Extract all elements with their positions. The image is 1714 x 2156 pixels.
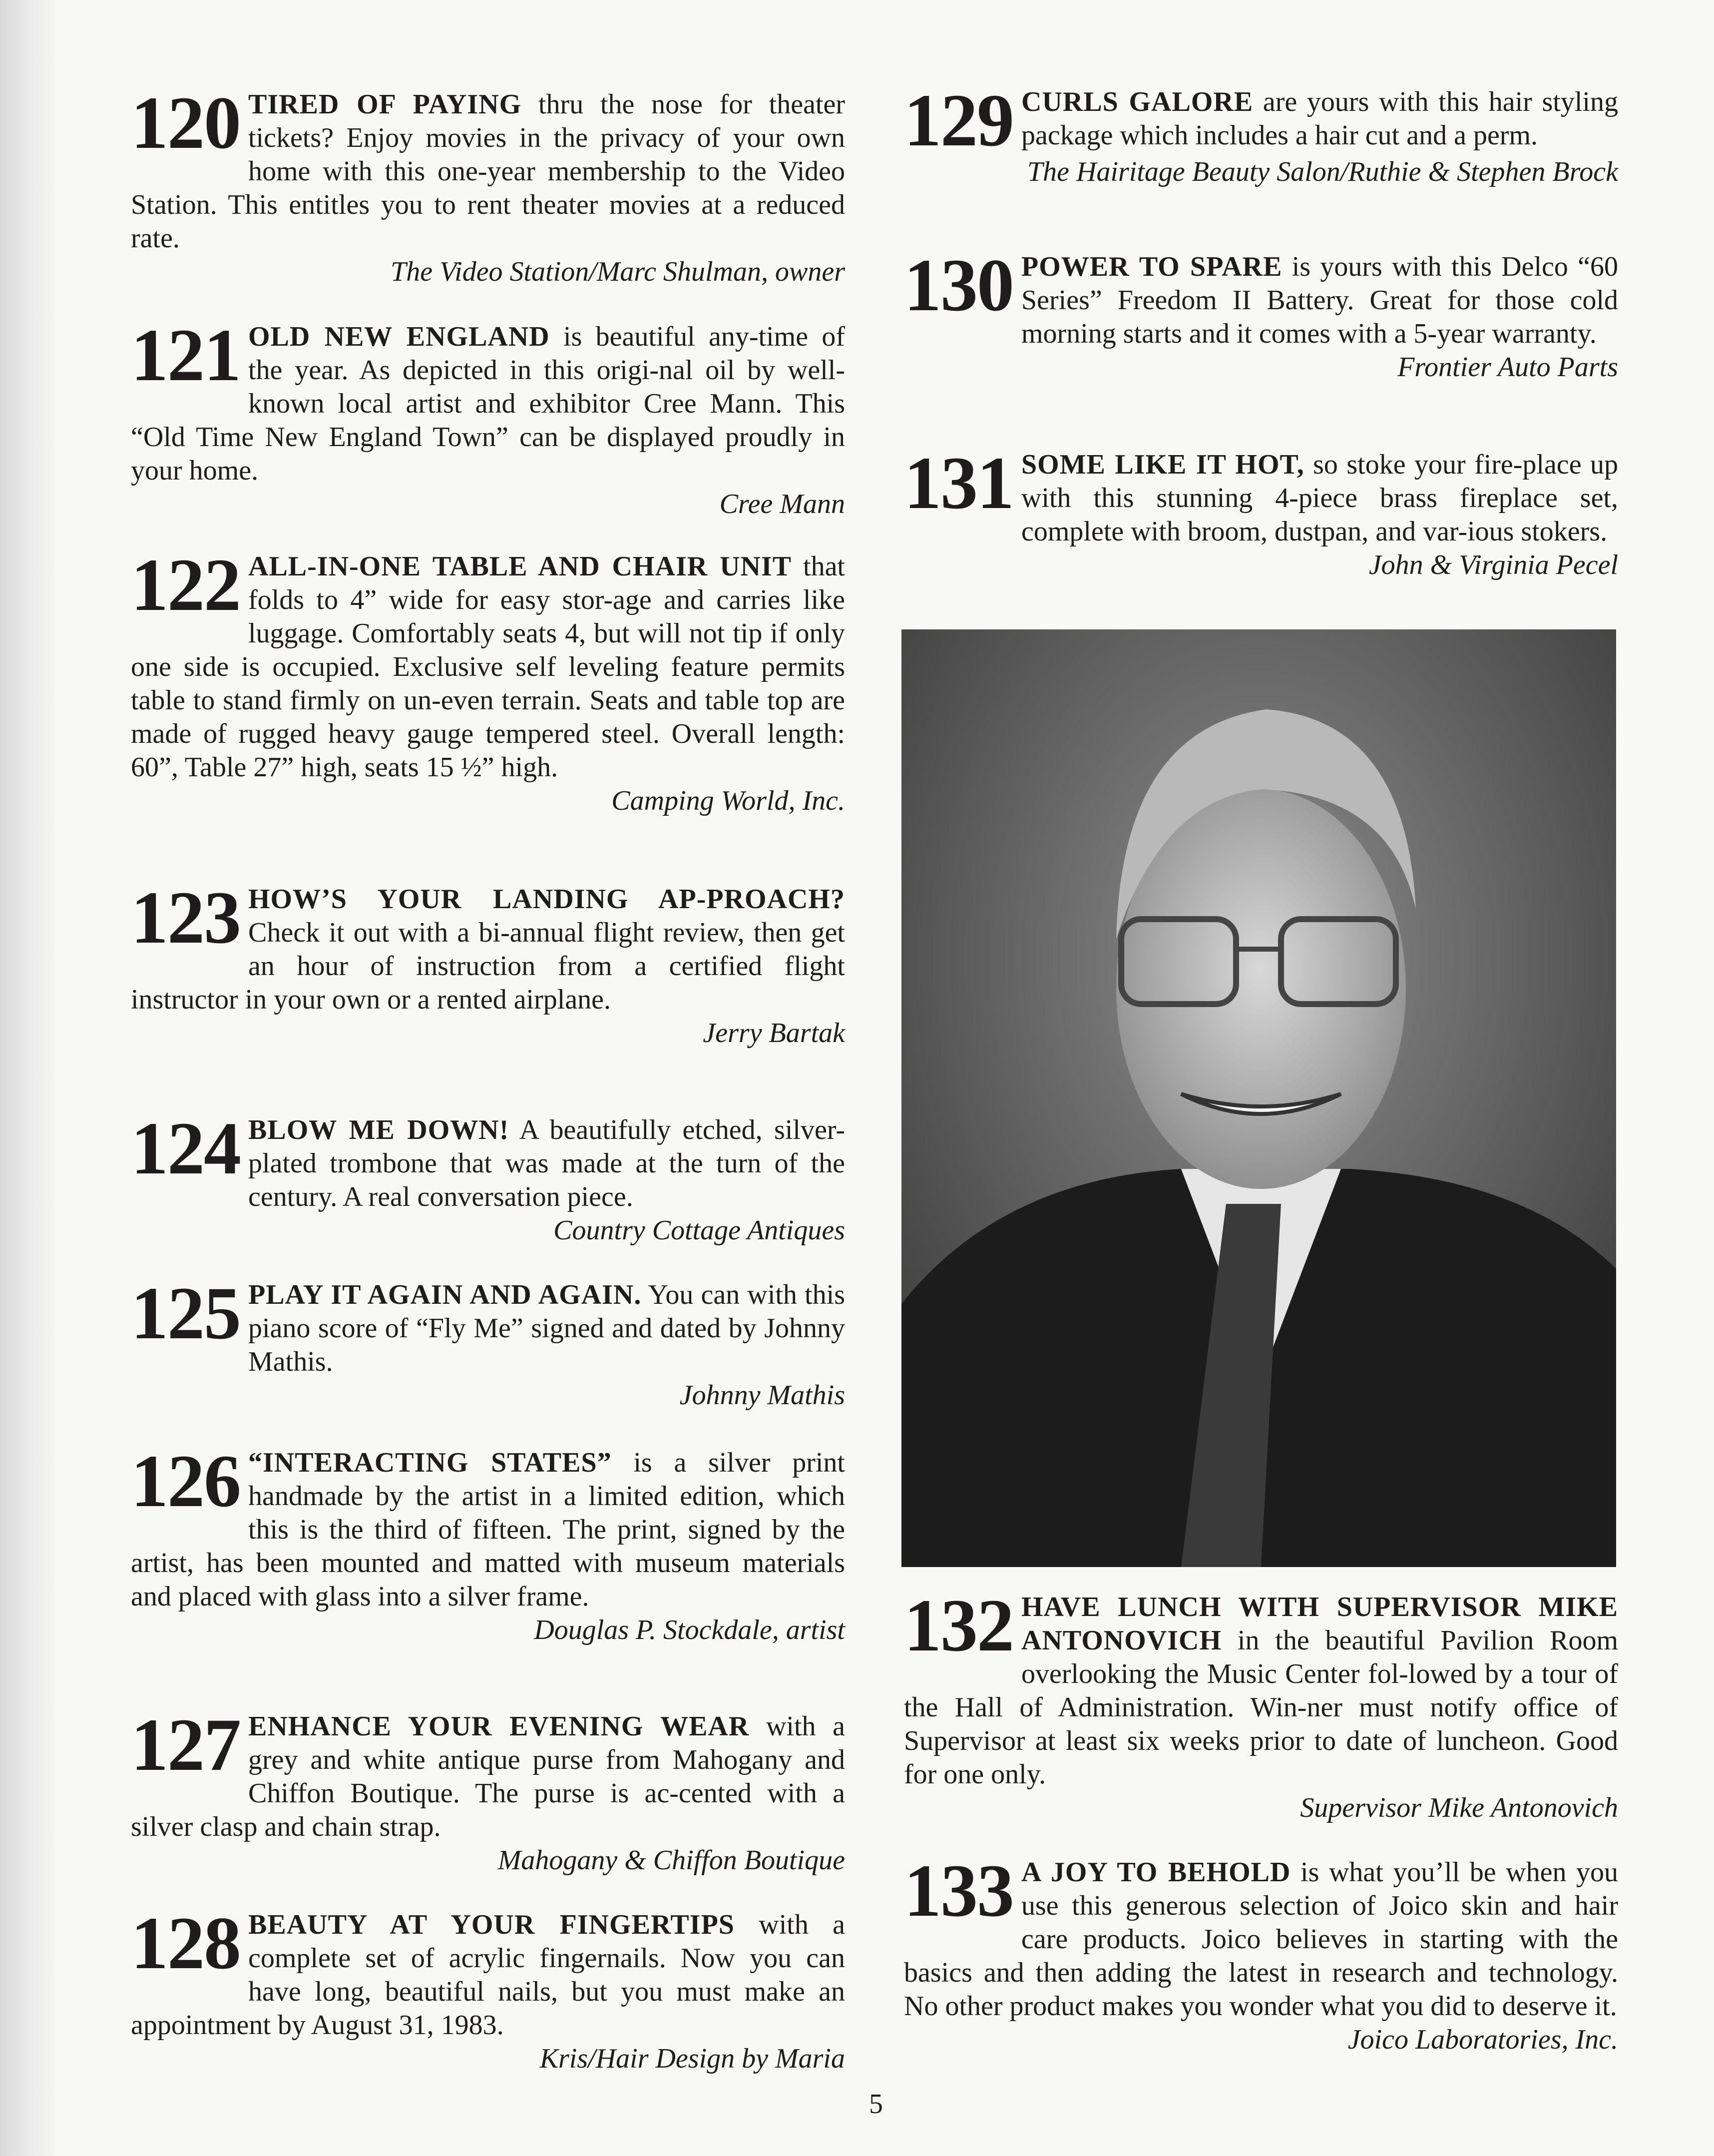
item-donor: Supervisor Mike Antonovich [1300,1792,1618,1823]
auction-item-129 [904,79,1618,189]
item-donor: Cree Mann [719,489,845,520]
auction-item-120 [131,81,846,289]
item-body: is what you’ll be when you use this generous selection of Joico skin and hair care products. Joico believes in starting with the basics and then adding the latest in research and technology. No other product makes you wonder what you did to deserve it. [904,1857,1619,2022]
item-donor: Douglas P. Stockdale, artist [534,1615,845,1645]
item-number: 121 [131,314,240,397]
item-body: that folds to 4” wide for easy stor-age and carries like luggage. Comfortably seats 4, but will not tip if only one side is occupied. Exclusive self leveling feature permits table to stand firmly on un-even terrain. Seats and table top are made of rugged heavy gauge tempered steel. Overall length: 60”, Table 27” high, seats 15 ½” high. [131,551,845,783]
item-number: 124 [131,1107,240,1190]
item-body: A beautifully etched, silver-plated trombone that was made at the turn of the century. A real conversation piece. [248,1114,845,1212]
item-body: You can with this piano score of “Fly Me” signed and dated by Johnny Mathis. [248,1279,846,1377]
auction-item-133 [904,1849,1619,2057]
item-donor: Jerry Bartak [703,1018,845,1049]
item-body: thru the nose for theater tickets? Enjoy movies in the privacy of your own home with this one-year membership to the Video Station. This entitles you to rent theater movies at a reduced rate. [131,89,846,254]
item-body: Check it out with a bi-annual flight review, then get an hour of instruction from a certified flight instructor in your own or a rented airplane. [131,917,845,1015]
item-donor: Camping World, Inc. [611,785,845,816]
item-body: in the beautiful Pavilion Room overlooking the Music Center fol-lowed by a tour of the Hall of Administration. Win-ner must notify office of Supervisor at least six weeks prior to date of luncheon. Good for one only. [904,1625,1618,1790]
auction-item-125 [131,1272,846,1412]
item-heading: BEAUTY AT YOUR FINGERTIPS [248,1909,735,1940]
item-donor: John & Virginia Pecel [1368,549,1618,580]
item-donor: Frontier Auto Parts [1397,352,1618,383]
item-donor: The Hairitage Beauty Salon/Ruthie & Stephen Brock [1027,156,1618,187]
auction-item-123 [131,876,845,1050]
auction-item-121 [131,314,845,521]
item-heading: ENHANCE YOUR EVENING WEAR [248,1711,750,1742]
auction-item-132 [904,1584,1618,1825]
item-heading: CURLS GALORE [1021,86,1254,117]
item-number: 120 [131,81,240,164]
item-body: with a grey and white antique purse from Mahogany and Chiffon Boutique. The purse is ac-cented with a silver clasp and chain strap. [131,1711,845,1842]
item-body: is a silver print handmade by the artist in a limited edition, which this is the third of fifteen. The print, signed by the artist, has been mounted and matted with museum materials and placed with glass into a silver frame. [131,1447,845,1612]
item-heading: HAVE LUNCH WITH SUPERVISOR MIKE ANTONOVICH [1021,1592,1618,1656]
item-heading: PLAY IT AGAIN AND AGAIN. [248,1279,642,1310]
page-edge [0,0,55,2156]
item-heading: TIRED OF PAYING [248,89,522,120]
item-body: is yours with this Delco “60 Series” Freedom II Battery. Great for those cold morning starts and it comes with a 5-year warranty. [1021,251,1619,349]
auction-item-130 [904,244,1619,384]
item-number: 133 [904,1849,1013,1932]
item-number: 128 [131,1902,240,1985]
auction-item-128 [131,1902,845,2076]
item-number: 131 [904,442,1013,525]
item-heading: POWER TO SPARE [1021,251,1283,282]
item-heading: “INTERACTING STATES” [248,1447,612,1478]
item-donor: Johnny Mathis [679,1380,845,1411]
item-body: is beautiful any-time of the year. As depicted in this origi-nal oil by well-known local artist and exhibitor Cree Mann. This “Old Time New England Town” can be displayed proudly in your home. [131,321,845,486]
item-number: 129 [904,79,1013,162]
item-heading: ALL-IN-ONE TABLE AND CHAIR UNIT [248,551,792,582]
item-heading: SOME LIKE IT HOT, [1021,449,1304,480]
item-number: 127 [131,1703,240,1786]
item-number: 132 [904,1584,1013,1667]
item-number: 126 [131,1440,240,1523]
item-heading: A JOY TO BEHOLD [1021,1857,1291,1888]
item-number: 130 [904,244,1013,327]
auction-item-126 [131,1440,845,1647]
item-donor: Joico Laboratories, Inc. [1347,2024,1618,2055]
page-number: 5 [869,2089,883,2120]
item-heading: OLD NEW ENGLAND [248,321,550,352]
item-donor: Country Cottage Antiques [553,1215,845,1246]
item-donor: Mahogany & Chiffon Boutique [497,1845,845,1876]
item-donor: Kris/Hair Design by Maria [539,2043,845,2074]
item-number: 125 [131,1272,240,1355]
auction-item-124 [131,1107,845,1247]
item-number: 123 [131,876,240,959]
portrait-photo [901,629,1616,1567]
item-heading: HOW’S YOUR LANDING AP-PROACH? [248,884,845,915]
item-body: so stoke your fire-place up with this stunning 4-piece brass fireplace set, complete with broom, dustpan, and var-ious stokers. [1021,449,1618,547]
item-heading: BLOW ME DOWN! [248,1114,509,1145]
auction-item-127 [131,1703,845,1877]
item-donor: The Video Station/Marc Shulman, owner [391,256,845,287]
portrait-image [901,629,1616,1567]
auction-item-131 [904,442,1618,582]
auction-item-122 [131,543,845,818]
item-body: with a complete set of acrylic fingernails. Now you can have long, beautiful nails, but you must make an appointment by August 31, 1983. [131,1909,845,2041]
item-body: are yours with this hair styling package which includes a hair cut and a perm. [1021,86,1618,151]
item-number: 122 [131,543,240,626]
